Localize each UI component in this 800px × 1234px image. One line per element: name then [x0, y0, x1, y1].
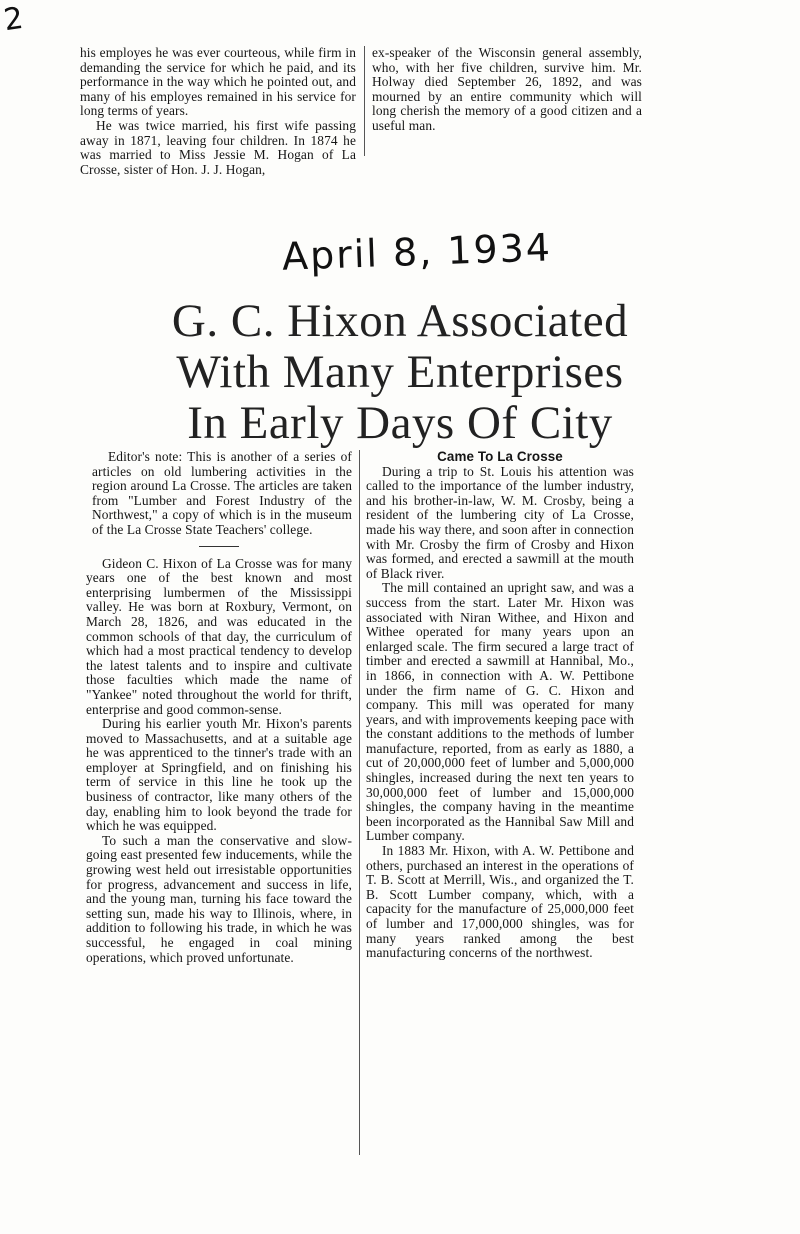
top-right-column — [372, 46, 642, 134]
article-paragraph: The mill contained an upright saw, and was a success from the start. Later Mr. Hixon was associated with Niran Withee, and Hixon and Withee operated for many years upon an enlarged scale. The firm secured a large tract of timber and erected a sawmill at Hannibal, Mo., in 1866, in connection with A. W. Pettibone under the firm name of G. C. Hixon and company. This mill was operated for many years, and with improvements keeping pace with the constant additions to the methods of lumber manufacture, reported, from as early as 1880, a cut of 20,000,000 feet of lumber and 5,000,000 shingles, increased during the next ten years to 30,000,000 feet of lumber and 15,000,000 shingles, the company having in the meantime been incorporated as the Hannibal Saw Mill and Lumber company. — [366, 580, 634, 844]
handwritten-page-number: 2 — [1, 0, 26, 39]
top-left-column — [80, 46, 356, 177]
right-article-column — [366, 450, 634, 961]
left-article-column — [86, 450, 352, 965]
headline — [30, 296, 770, 449]
article-paragraph: Gideon C. Hixon of La Crosse was for many years one of the best known and most enterprising lumbermen of the Mississippi valley. He was born at Roxbury, Vermont, on March 28, 1826, and was educated in the common schools of that day, the curriculum of which had a most practical tendency to develop the latest talents and to inspire and cultivate those faculties which made the name of "Yankee" noted throughout the world for thrift, enterprise and good common-sense. — [86, 555, 352, 717]
article-paragraph: In 1883 Mr. Hixon, with A. W. Pettibone and others, purchased an interest in the operations of T. B. Scott at Merrill, Wis., and organized the T. B. Scott Lumber company, which, with a capacity for the manufacture of 25,000,000 feet of lumber and 17,000,000 shingles, was for many years ranked among the best manufacturing concerns of the northwest. — [366, 843, 634, 961]
column-divider — [364, 46, 365, 156]
article-paragraph: He was twice married, his first wife passing away in 1871, leaving four children. In 1874 he was married to Miss Jessie M. Hogan of La Crosse, sister of Hon. J. J. Hogan, — [80, 117, 356, 177]
separator-rule — [199, 546, 239, 547]
article-paragraph: ex-speaker of the Wisconsin general assembly, who, with her five children, survive him. Mr. Holway died September 26, 1892, and was mourned by an entire community which will long cherish the memory of a good citizen and a useful man. — [372, 45, 642, 133]
column-divider — [359, 450, 360, 1155]
subheading: Came To La Crosse — [437, 449, 563, 464]
headline-line: G. C. Hixon Associated — [171, 295, 629, 347]
article-paragraph: During a trip to St. Louis his attention was called to the importance of the lumber industry, and his brother-in-law, W. M. Crosby, being a resident of the lumbering city of La Crosse, made his way there, and soon after in connection with Mr. Crosby the firm of Crosby and Hixon was formed, and erected a sawmill at the mouth of Black river. — [366, 463, 634, 581]
article-paragraph: his employes he was ever courteous, while firm in demanding the service for which he paid, and its performance in the way which he pointed out, and many of his employes remained in his service for long terms of years. — [80, 45, 356, 119]
article-paragraph: During his earlier youth Mr. Hixon's parents moved to Massachusetts, and at a suitable age he was apprenticed to the tinner's trade with an employer at Springfield, and on finishing his term of service in this line he took up the business of contractor, like many others of the day, enabling him to look beyond the trade for which he was equipped. — [86, 716, 352, 834]
headline-line: With Many Enterprises — [176, 346, 624, 398]
article-paragraph: To such a man the conservative and slow-going east presented few inducements, while the growing west held out irresistable opportunities for progress, advancement and success in life, and the young man, turning his face toward the setting sun, made his way to Illinois, where, in addition to following his trade, in which he was successful, he engaged in coal mining operations, which proved unfortunate. — [86, 832, 352, 965]
handwritten-date: April 8, 1934 — [281, 225, 553, 279]
editors-note: Editor's note: This is another of a series of articles on old lumbering activities in the region around La Crosse. The articles are taken from "Lumber and Forest Industry of the Northwest," a copy of which is in the museum of the La Crosse State Teachers' college. — [92, 449, 352, 537]
headline-line: In Early Days Of City — [187, 397, 613, 449]
